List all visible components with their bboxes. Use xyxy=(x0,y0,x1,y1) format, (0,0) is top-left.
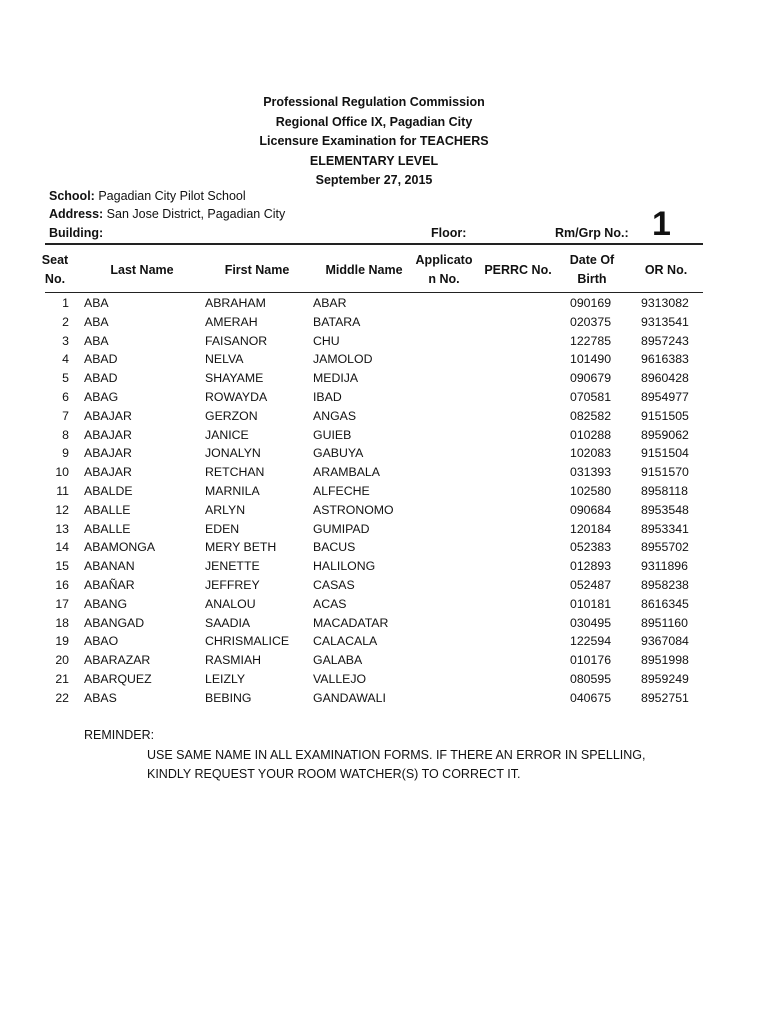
cell-date-of-birth: 070581 xyxy=(570,389,612,404)
address-info xyxy=(49,207,285,221)
cell-seat-no: 13 xyxy=(55,521,69,536)
cell-last-name: ABARQUEZ xyxy=(84,671,152,686)
table-row xyxy=(0,294,768,313)
cell-seat-no: 22 xyxy=(55,690,69,705)
cell-last-name: ABALDE xyxy=(84,483,133,498)
cell-or-no: 8958238 xyxy=(641,577,689,592)
document-header xyxy=(0,93,748,191)
table-row xyxy=(0,369,768,388)
cell-middle-name: MACADATAR xyxy=(313,615,389,630)
cell-last-name: ABAS xyxy=(84,690,117,705)
header-agency: Professional Regulation Commission xyxy=(263,95,485,109)
cell-date-of-birth: 012893 xyxy=(570,559,612,574)
cell-first-name: JENETTE xyxy=(205,559,260,574)
cell-seat-no: 19 xyxy=(55,634,69,649)
cell-first-name: EDEN xyxy=(205,521,240,536)
cell-middle-name: JAMOLOD xyxy=(313,352,373,367)
cell-date-of-birth: 082582 xyxy=(570,408,612,423)
school-info xyxy=(49,189,246,203)
cell-seat-no: 17 xyxy=(55,596,69,611)
cell-first-name: SHAYAME xyxy=(205,371,264,386)
reminder-line-2: KINDLY REQUEST YOUR ROOM WATCHER(S) TO CORRECT IT. xyxy=(147,767,521,781)
cell-middle-name: HALILONG xyxy=(313,559,376,574)
table-row xyxy=(0,520,768,539)
cell-seat-no: 7 xyxy=(62,408,69,423)
table-row xyxy=(0,501,768,520)
cell-middle-name: ABAR xyxy=(313,296,347,310)
cell-date-of-birth: 052383 xyxy=(570,540,612,555)
cell-middle-name: GUMIPAD xyxy=(313,521,370,536)
cell-middle-name: MEDIJA xyxy=(313,371,359,386)
cell-middle-name: GUIEB xyxy=(313,427,352,442)
cell-middle-name: VALLEJO xyxy=(313,671,367,686)
cell-or-no: 8958118 xyxy=(641,483,688,498)
building-label: Building: xyxy=(49,226,104,240)
cell-seat-no: 15 xyxy=(55,559,69,574)
cell-date-of-birth: 030495 xyxy=(570,615,612,630)
cell-first-name: ROWAYDA xyxy=(205,389,268,404)
cell-date-of-birth: 090169 xyxy=(570,296,612,310)
cell-first-name: LEIZLY xyxy=(205,671,246,686)
cell-first-name: MARNILA xyxy=(205,483,260,498)
cell-last-name: ABAO xyxy=(84,634,119,649)
table-row xyxy=(0,689,768,708)
table-row xyxy=(0,350,768,369)
col-seat: Seat No. xyxy=(41,253,69,286)
cell-middle-name: GABUYA xyxy=(313,446,364,461)
table-row xyxy=(0,407,768,426)
col-first-name: First Name xyxy=(224,262,290,277)
examinee-list xyxy=(0,294,768,708)
cell-middle-name: BACUS xyxy=(313,540,356,555)
cell-date-of-birth: 010176 xyxy=(570,653,612,668)
reminder-line-1: USE SAME NAME IN ALL EXAMINATION FORMS. IF THERE AN ERROR IN SPELLING, xyxy=(147,748,646,762)
cell-date-of-birth: 080595 xyxy=(570,671,612,686)
cell-or-no: 8957243 xyxy=(641,333,689,348)
cell-or-no: 8616345 xyxy=(641,596,689,611)
table-row xyxy=(0,426,768,445)
cell-or-no: 8951998 xyxy=(641,653,689,668)
cell-middle-name: CALACALA xyxy=(313,634,378,649)
cell-middle-name: CASAS xyxy=(313,577,355,592)
cell-date-of-birth: 102580 xyxy=(570,483,612,498)
cell-middle-name: CHU xyxy=(313,333,340,348)
table-row xyxy=(0,313,768,332)
cell-seat-no: 18 xyxy=(55,615,69,630)
cell-middle-name: ALFECHE xyxy=(313,483,370,498)
cell-middle-name: ANGAS xyxy=(313,408,357,423)
col-middle-name: Middle Name xyxy=(325,262,403,277)
cell-last-name: ABAMONGA xyxy=(84,540,156,555)
cell-last-name: ABAÑAR xyxy=(84,577,135,592)
cell-seat-no: 11 xyxy=(56,483,69,498)
table-row xyxy=(0,651,768,670)
col-applicant-no: Applicato n No. xyxy=(415,253,473,286)
cell-or-no: 8952751 xyxy=(641,690,689,705)
cell-date-of-birth: 122594 xyxy=(570,634,612,649)
cell-seat-no: 8 xyxy=(62,427,69,442)
cell-or-no: 9151504 xyxy=(641,446,689,461)
cell-first-name: GERZON xyxy=(205,408,258,423)
cell-first-name: ARLYN xyxy=(205,502,246,517)
cell-middle-name: GANDAWALI xyxy=(313,690,386,705)
cell-or-no: 8959062 xyxy=(641,427,689,442)
cell-last-name: ABANGAD xyxy=(84,615,145,630)
cell-or-no: 8953341 xyxy=(641,521,689,536)
room-label: Rm/Grp No.: xyxy=(555,226,629,240)
cell-seat-no: 1 xyxy=(62,296,69,310)
table-header xyxy=(0,248,768,292)
floor-label: Floor: xyxy=(431,226,467,240)
table-row xyxy=(0,444,768,463)
cell-seat-no: 14 xyxy=(55,540,69,555)
table-row xyxy=(0,595,768,614)
cell-or-no: 8951160 xyxy=(641,615,688,630)
cell-first-name: RASMIAH xyxy=(205,653,262,668)
cell-date-of-birth: 020375 xyxy=(570,314,612,329)
col-perrc-no: PERRC No. xyxy=(484,262,552,277)
col-date-of-birth: Date Of Birth xyxy=(569,253,615,286)
cell-last-name: ABALLE xyxy=(84,521,131,536)
cell-seat-no: 2 xyxy=(62,314,69,329)
cell-seat-no: 16 xyxy=(55,577,69,592)
cell-middle-name: ASTRONOMO xyxy=(313,502,394,517)
building-row xyxy=(49,226,709,244)
cell-last-name: ABAG xyxy=(84,389,119,404)
table-row xyxy=(0,388,768,407)
table-row xyxy=(0,614,768,633)
cell-or-no: 9616383 xyxy=(641,352,689,367)
cell-date-of-birth: 031393 xyxy=(570,465,612,480)
cell-first-name: CHRISMALICE xyxy=(205,634,290,649)
cell-last-name: ABA xyxy=(84,314,109,329)
cell-first-name: JEFFREY xyxy=(205,577,260,592)
header-top-rule xyxy=(45,243,703,245)
table-row xyxy=(0,482,768,501)
cell-date-of-birth: 040675 xyxy=(570,690,612,705)
cell-seat-no: 5 xyxy=(62,371,69,386)
cell-first-name: NELVA xyxy=(205,352,244,367)
table-row xyxy=(0,576,768,595)
reminder-label: REMINDER: xyxy=(84,728,155,742)
cell-middle-name: BATARA xyxy=(313,314,361,329)
cell-first-name: JANICE xyxy=(205,427,249,442)
cell-last-name: ABAJAR xyxy=(84,427,132,442)
cell-seat-no: 3 xyxy=(62,333,69,348)
address-value: San Jose District, Pagadian City xyxy=(106,207,286,221)
cell-seat-no: 6 xyxy=(62,389,69,404)
cell-date-of-birth: 120184 xyxy=(570,521,612,536)
cell-first-name: ANALOU xyxy=(205,596,256,611)
address-label: Address: xyxy=(49,207,104,221)
cell-date-of-birth: 010181 xyxy=(570,596,612,611)
cell-last-name: ABA xyxy=(84,333,109,348)
cell-date-of-birth: 101490 xyxy=(570,352,612,367)
cell-or-no: 9367084 xyxy=(641,634,689,649)
cell-or-no: 9311896 xyxy=(641,559,688,574)
room-number: 1 xyxy=(652,205,671,243)
cell-date-of-birth: 052487 xyxy=(570,577,612,592)
cell-last-name: ABA xyxy=(84,296,109,310)
cell-last-name: ABANG xyxy=(84,596,128,611)
cell-first-name: RETCHAN xyxy=(205,465,265,480)
cell-first-name: MERY BETH xyxy=(205,540,277,555)
cell-last-name: ABAD xyxy=(84,371,118,386)
cell-date-of-birth: 090684 xyxy=(570,502,612,517)
cell-seat-no: 20 xyxy=(55,653,69,668)
cell-or-no: 8955702 xyxy=(641,540,689,555)
header-exam: Licensure Examination for TEACHERS xyxy=(259,134,489,148)
header-level: ELEMENTARY LEVEL xyxy=(309,153,439,168)
cell-middle-name: ACAS xyxy=(313,596,347,611)
cell-date-of-birth: 090679 xyxy=(570,371,612,386)
table-row xyxy=(0,332,768,351)
cell-or-no: 9313541 xyxy=(641,314,689,329)
cell-first-name: JONALYN xyxy=(205,446,261,461)
table-row xyxy=(0,632,768,651)
col-last-name: Last Name xyxy=(110,262,174,277)
cell-last-name: ABANAN xyxy=(84,559,135,574)
cell-first-name: SAADIA xyxy=(205,615,251,630)
table-row xyxy=(0,670,768,689)
cell-seat-no: 4 xyxy=(62,352,69,367)
header-office: Regional Office IX, Pagadian City xyxy=(275,114,473,129)
cell-seat-no: 21 xyxy=(55,671,69,686)
cell-middle-name: ARAMBALA xyxy=(313,465,380,480)
table-row xyxy=(0,463,768,482)
cell-middle-name: GALABA xyxy=(313,653,363,668)
cell-first-name: ABRAHAM xyxy=(205,296,266,310)
header-date: September 27, 2015 xyxy=(315,173,433,187)
table-row xyxy=(0,538,768,557)
cell-last-name: ABARAZAR xyxy=(84,653,151,668)
cell-seat-no: 9 xyxy=(62,446,69,461)
cell-seat-no: 10 xyxy=(55,465,69,480)
school-value: Pagadian City Pilot School xyxy=(98,189,246,203)
cell-or-no: 8953548 xyxy=(641,502,689,517)
cell-last-name: ABAD xyxy=(84,352,118,367)
col-or-no: OR No. xyxy=(644,262,688,277)
cell-middle-name: IBAD xyxy=(313,389,342,404)
cell-or-no: 8960428 xyxy=(641,371,689,386)
cell-last-name: ABAJAR xyxy=(84,446,132,461)
cell-date-of-birth: 010288 xyxy=(570,427,612,442)
cell-seat-no: 12 xyxy=(55,502,69,517)
table-row xyxy=(0,557,768,576)
cell-last-name: ABAJAR xyxy=(84,465,132,480)
cell-first-name: BEBING xyxy=(205,690,252,705)
school-label: School: xyxy=(49,189,95,203)
cell-or-no: 8959249 xyxy=(641,671,689,686)
cell-or-no: 9313082 xyxy=(641,296,689,310)
cell-last-name: ABAJAR xyxy=(84,408,132,423)
cell-or-no: 9151505 xyxy=(641,408,689,423)
cell-or-no: 9151570 xyxy=(641,465,689,480)
header-bottom-rule xyxy=(45,292,703,293)
cell-date-of-birth: 102083 xyxy=(570,446,612,461)
cell-date-of-birth: 122785 xyxy=(570,333,612,348)
cell-last-name: ABALLE xyxy=(84,502,131,517)
cell-or-no: 8954977 xyxy=(641,389,689,404)
cell-first-name: FAISANOR xyxy=(205,333,268,348)
cell-first-name: AMERAH xyxy=(205,314,258,329)
